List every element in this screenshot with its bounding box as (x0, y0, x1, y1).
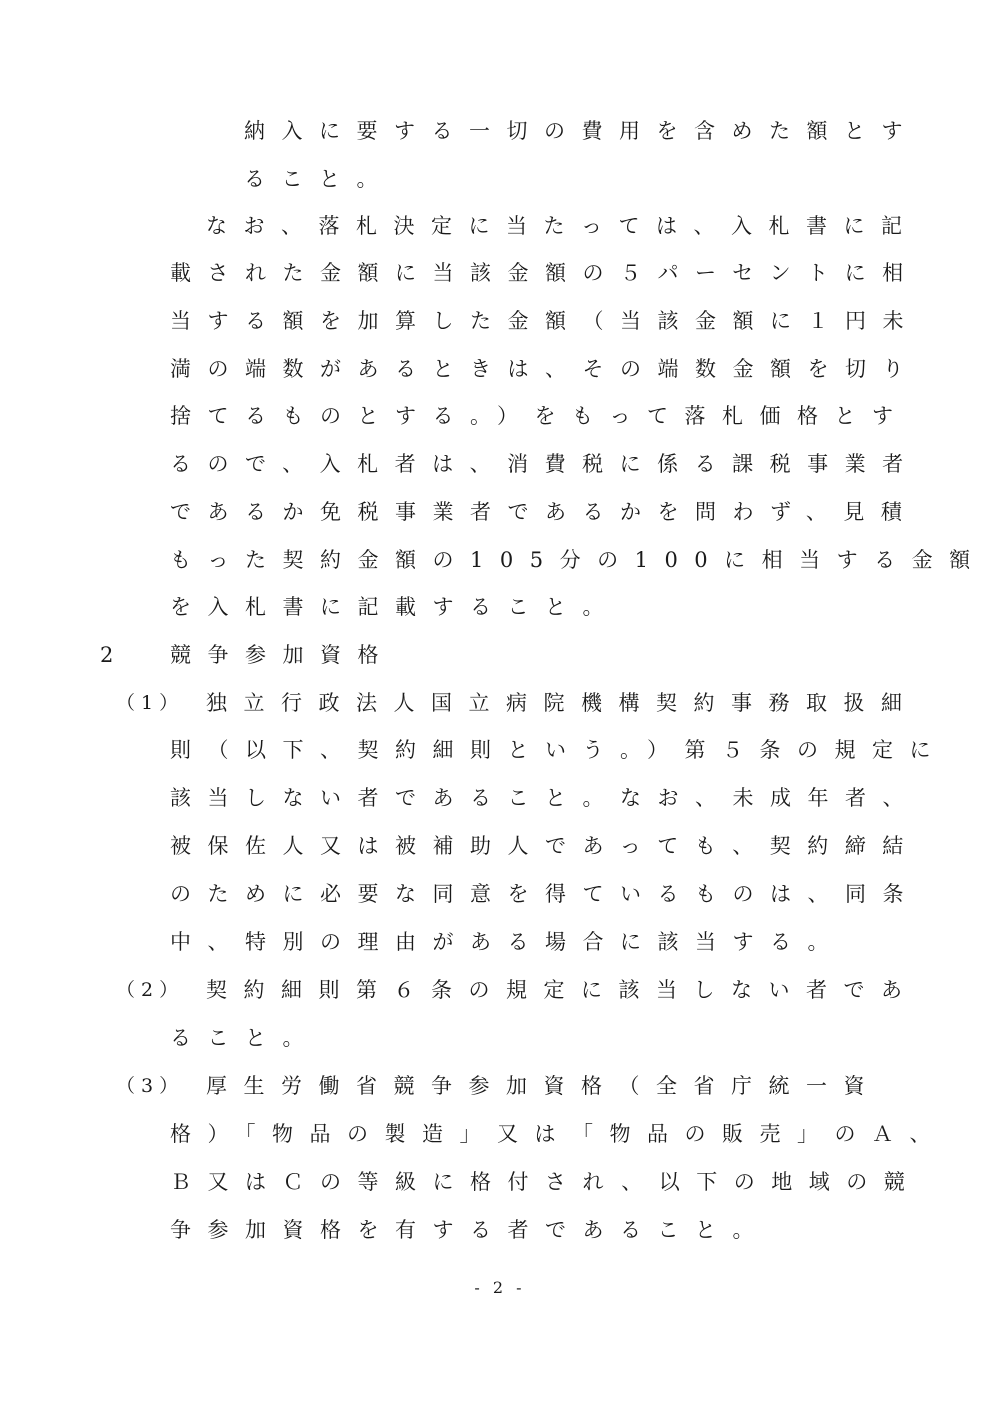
body-text-line: であるか免税事業者であるかを問わず、見積 (170, 500, 919, 524)
item-text-line: 契約細則第６条の規定に該当しない者であ (206, 978, 919, 1002)
item-text-line: Ｂ又はＣの等級に格付され、以下の地域の競 (170, 1170, 922, 1194)
body-text-line: もった契約金額の105分の100に相当する金額 (170, 548, 987, 572)
body-text-line: 納入に要する一切の費用を含めた額とす (244, 119, 919, 143)
item-number: （3） (116, 1075, 185, 1097)
item-text-line: 中、特別の理由がある場合に該当する。 (170, 930, 845, 954)
body-text-line: るので、入札者は、消費税に係る課税事業者 (170, 452, 920, 476)
body-text-line: ること。 (244, 167, 394, 191)
page-number: - 2 - (474, 1278, 526, 1297)
item-text-line: 則（以下、契約細則という。）第５条の規定に (170, 738, 947, 762)
item-text-line: 被保佐人又は被補助人であっても、契約締結 (170, 834, 920, 858)
section-number: 2 (100, 643, 114, 667)
item-text-line: 該当しない者であること。なお、未成年者、 (170, 786, 920, 810)
body-text-line: なお、落札決定に当たっては、入札書に記 (206, 214, 919, 238)
item-text-line: ること。 (170, 1026, 320, 1050)
body-text-line: 捨てるものとする。）をもって落札価格とす (170, 404, 910, 428)
body-text-line: 当する額を加算した金額（当該金額に１円未 (170, 309, 920, 333)
item-number: （2） (116, 979, 185, 1001)
section-title: 競争参加資格 (170, 643, 395, 667)
item-text-line: のために必要な同意を得ているものは、同条 (170, 882, 920, 906)
item-text-line: 独立行政法人国立病院機構契約事務取扱細 (206, 691, 919, 715)
item-text-line: 争参加資格を有する者であること。 (170, 1218, 770, 1242)
item-number: （1） (116, 692, 185, 714)
body-text-line: 載された金額に当該金額の５パーセントに相 (170, 261, 920, 285)
body-text-line: 満の端数があるときは、その端数金額を切り (170, 357, 920, 381)
item-text-line: 格）「物品の製造」又は「物品の販売」のＡ、 (170, 1122, 947, 1146)
item-text-line: 厚生労働省競争参加資格（全省庁統一資 (206, 1074, 881, 1098)
body-text-line: を入札書に記載すること。 (170, 595, 620, 619)
